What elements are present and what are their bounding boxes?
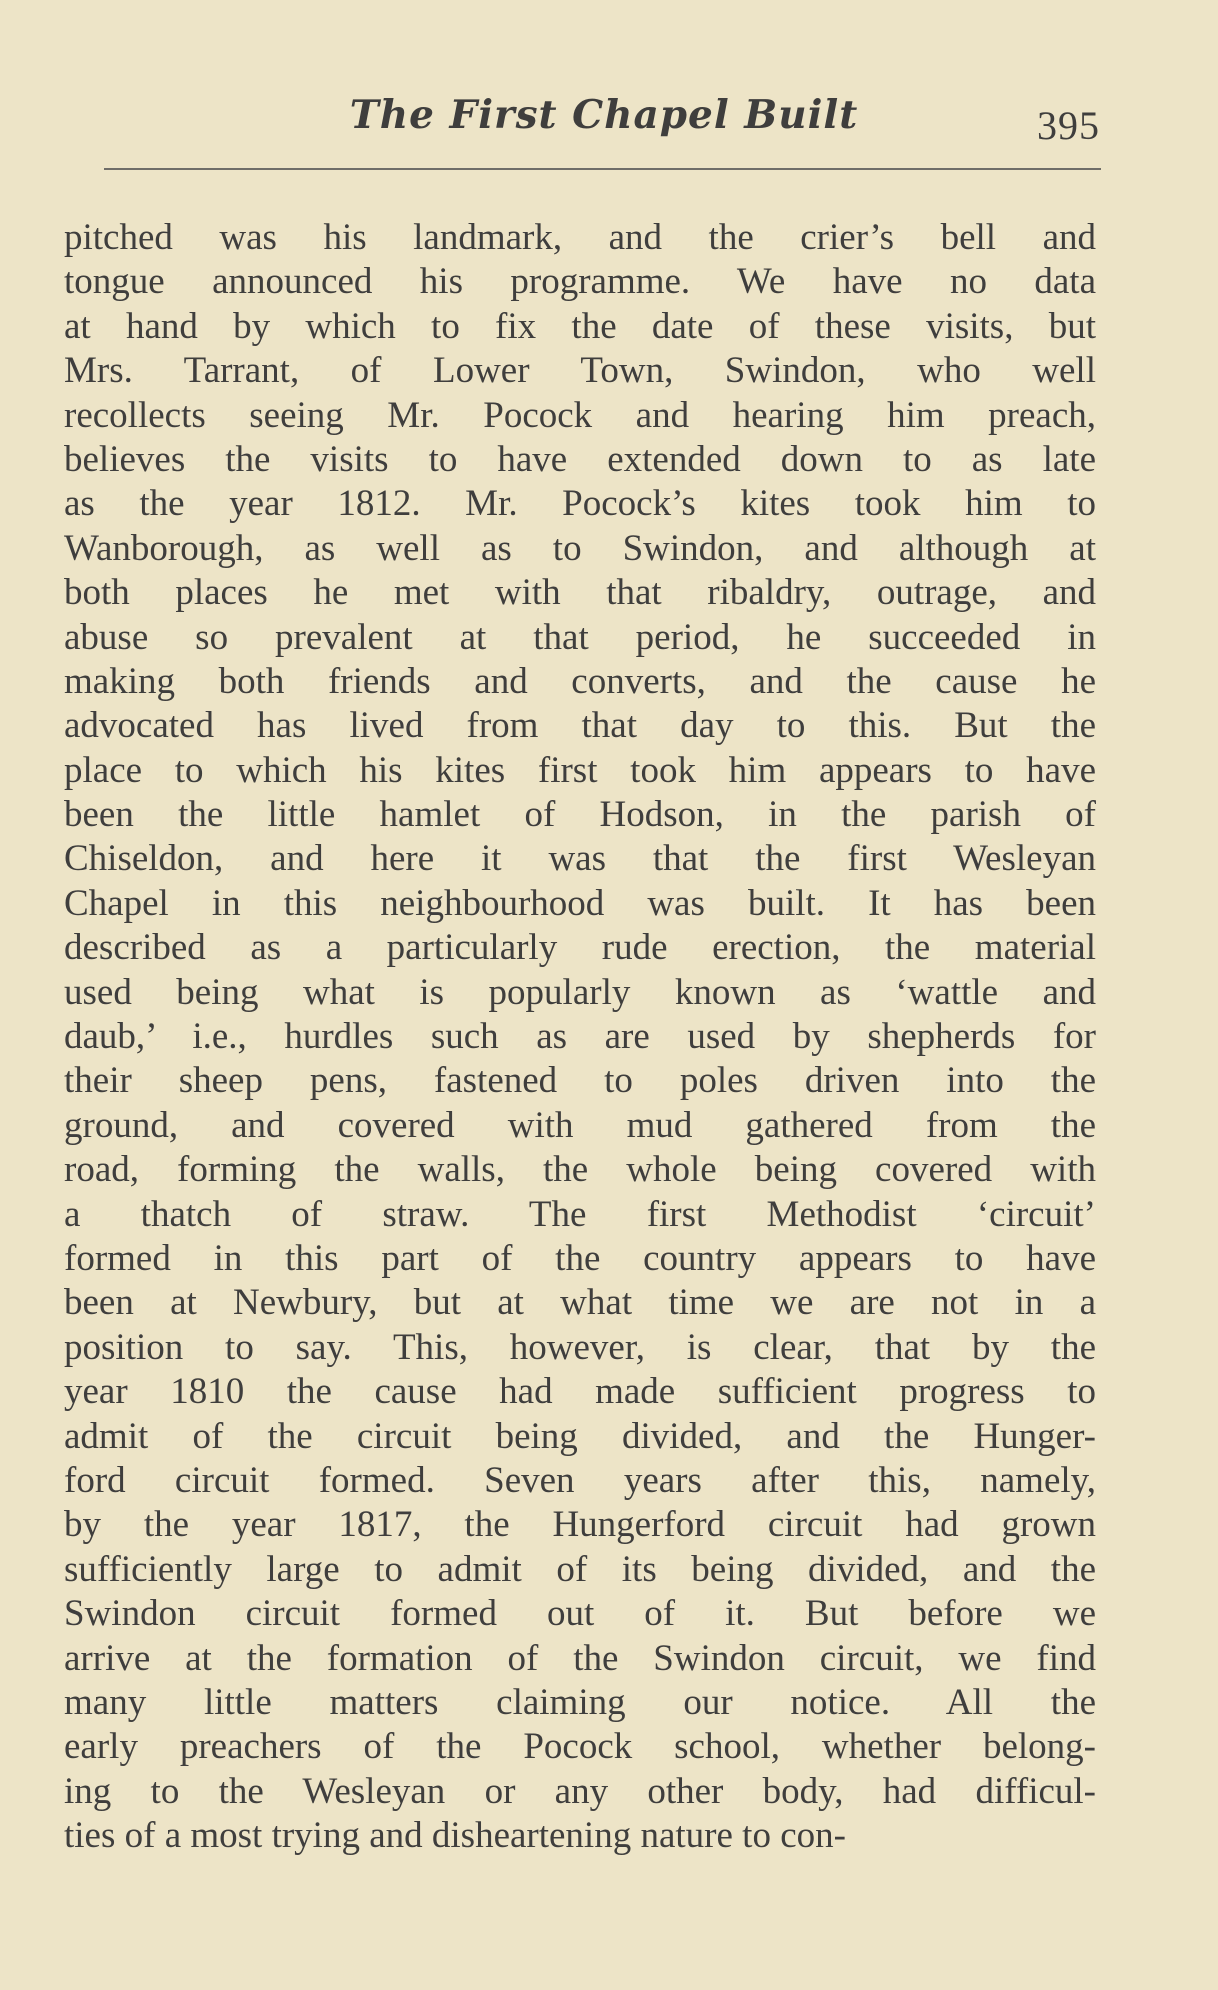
text-line: as the year 1812. Mr. Pocock’s kites took him to bbox=[64, 483, 1096, 525]
text-line: both places he met with that ribaldry, outrage, and bbox=[64, 572, 1096, 614]
text-line: been at Newbury, but at what time we are not in a bbox=[64, 1282, 1096, 1324]
text-line: abuse so prevalent at that period, he succeeded in bbox=[64, 616, 1096, 658]
page-header bbox=[104, 92, 1104, 152]
text-line: arrive at the formation of the Swindon circuit, we find bbox=[64, 1637, 1096, 1679]
text-line: road, forming the walls, the whole being covered with bbox=[64, 1149, 1096, 1191]
text-line: making both friends and converts, and the cause he bbox=[64, 660, 1096, 702]
header-rule bbox=[104, 168, 1101, 170]
text-line: a thatch of straw. The first Methodist ‘circuit’ bbox=[64, 1193, 1096, 1235]
text-line: Wanborough, as well as to Swindon, and although at bbox=[64, 527, 1096, 569]
text-line: ing to the Wesleyan or any other body, had difficul- bbox=[64, 1770, 1096, 1812]
text-line: Swindon circuit formed out of it. But before we bbox=[64, 1593, 1096, 1635]
text-line: Chiseldon, and here it was that the first Wesleyan bbox=[64, 838, 1096, 880]
text-line: used being what is popularly known as ‘wattle and bbox=[64, 971, 1096, 1013]
text-line: been the little hamlet of Hodson, in the parish of bbox=[64, 794, 1096, 836]
text-line: ground, and covered with mud gathered from the bbox=[64, 1104, 1096, 1146]
page-number: 395 bbox=[1037, 103, 1100, 148]
text-line: believes the visits to have extended down to as late bbox=[64, 438, 1096, 480]
text-line: by the year 1817, the Hungerford circuit had grown bbox=[64, 1504, 1096, 1546]
text-line: described as a particularly rude erection, the material bbox=[64, 927, 1096, 969]
text-line: at hand by which to fix the date of these visits, but bbox=[64, 305, 1096, 347]
text-line: formed in this part of the country appears to have bbox=[64, 1237, 1096, 1279]
text-line: many little matters claiming our notice. All the bbox=[64, 1681, 1096, 1723]
text-line: pitched was his landmark, and the crier’s bell and bbox=[64, 217, 1096, 258]
text-line: year 1810 the cause had made sufficient progress to bbox=[64, 1371, 1096, 1413]
text-line: Chapel in this neighbourhood was built. It has been bbox=[64, 882, 1096, 924]
text-line: admit of the circuit being divided, and the Hunger- bbox=[64, 1415, 1096, 1457]
text-line: Mrs. Tarrant, of Lower Town, Swindon, who well bbox=[64, 350, 1096, 392]
text-line: sufficiently large to admit of its being divided, and the bbox=[64, 1548, 1096, 1590]
text-line: recollects seeing Mr. Pocock and hearing him preach, bbox=[64, 394, 1096, 436]
text-line: position to say. This, however, is clear, that by the bbox=[64, 1326, 1096, 1368]
text-line: tongue announced his programme. We have no data bbox=[64, 261, 1096, 303]
text-line: advocated has lived from that day to this. But the bbox=[64, 705, 1096, 747]
text-line: ford circuit formed. Seven years after this, namely, bbox=[64, 1459, 1096, 1501]
body-text bbox=[64, 216, 1096, 1858]
text-line: daub,’ i.e., hurdles such as are used by shepherds for bbox=[64, 1016, 1096, 1058]
text-line: ties of a most trying and disheartening nature to con- bbox=[64, 1815, 846, 1857]
running-title: The First Chapel Built bbox=[349, 92, 859, 138]
text-line: early preachers of the Pocock school, whether belong- bbox=[64, 1726, 1096, 1768]
text-line: place to which his kites first took him appears to have bbox=[64, 749, 1096, 791]
text-line: their sheep pens, fastened to poles driven into the bbox=[64, 1060, 1096, 1102]
